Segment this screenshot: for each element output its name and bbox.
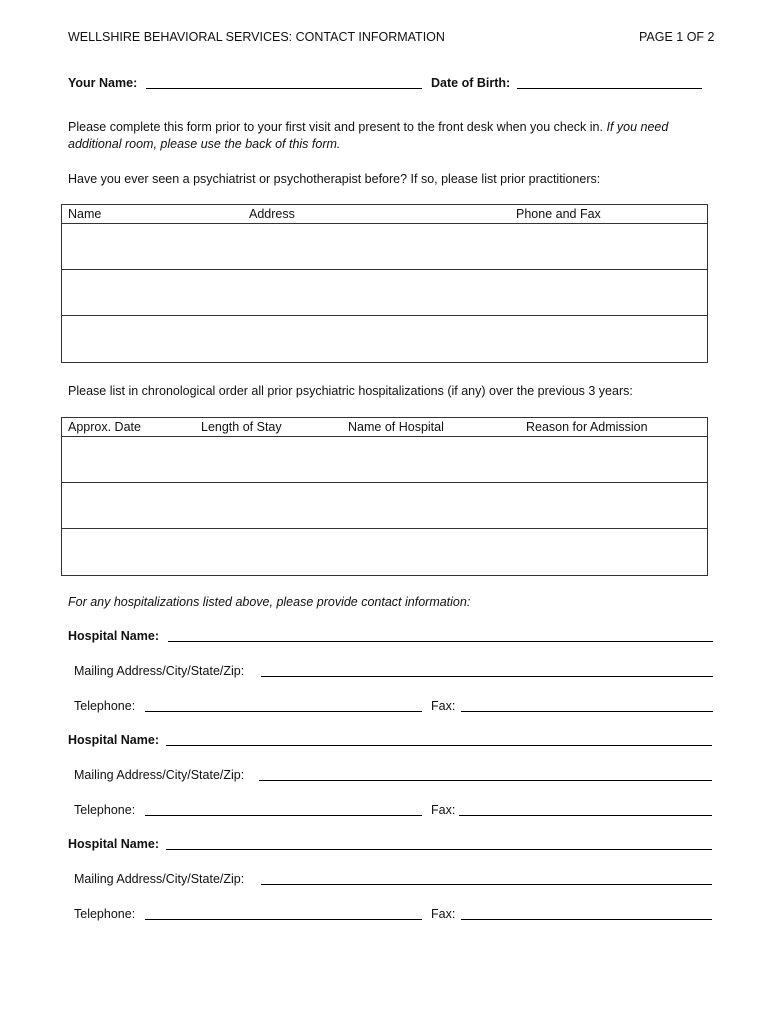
mailing-address-field[interactable] [259,780,712,781]
column-header: Reason for Admission [526,420,648,434]
table-row[interactable] [62,224,707,270]
column-header: Address [249,207,295,221]
hospitalizations-table [61,417,708,576]
column-header: Length of Stay [201,420,282,434]
your-name-field[interactable] [146,88,422,89]
fax-label: Fax: [431,699,456,713]
mailing-address-label: Mailing Address/City/State/Zip: [74,768,245,782]
telephone-field[interactable] [145,919,422,920]
hospital-name-field[interactable] [168,641,713,642]
fax-field[interactable] [459,815,712,816]
instructions-text: Please complete this form prior to your first visit and present to the front desk when you check in. If you need [68,120,669,134]
hospital-name-label: Hospital Name: [68,629,159,643]
hospitalizations-question: Please list in chronological order all prior psychiatric hospitalizations (if any) over the previous 3 years: [68,384,633,398]
hospital-name-field[interactable] [166,745,712,746]
fax-field[interactable] [461,919,712,920]
mailing-address-field[interactable] [261,676,713,677]
mailing-address-field[interactable] [261,884,712,885]
fax-field[interactable] [461,711,713,712]
column-header: Phone and Fax [516,207,601,221]
telephone-field[interactable] [145,815,422,816]
mailing-address-label: Mailing Address/City/State/Zip: [74,872,245,886]
table-row[interactable] [62,270,707,316]
contact-intro: For any hospitalizations listed above, please provide contact information: [68,595,471,609]
table-row[interactable] [62,529,707,575]
hospital-name-label: Hospital Name: [68,733,159,747]
table-row[interactable] [62,437,707,483]
fax-label: Fax: [431,803,456,817]
hospitalizations-table-header [62,418,707,437]
telephone-label: Telephone: [74,803,136,817]
date-of-birth-label: Date of Birth: [431,76,511,90]
hospital-name-field[interactable] [166,849,712,850]
practitioners-question: Have you ever seen a psychiatrist or psychotherapist before? If so, please list prior practitioners: [68,172,601,186]
hospital-name-label: Hospital Name: [68,837,159,851]
practitioners-table [61,204,708,363]
telephone-label: Telephone: [74,699,136,713]
column-header: Name of Hospital [348,420,444,434]
form-title: WELLSHIRE BEHAVIORAL SERVICES: CONTACT INFORMATION [68,30,445,44]
practitioners-table-header [62,205,707,224]
table-row[interactable] [62,316,707,362]
your-name-label: Your Name: [68,76,138,90]
column-header: Name [68,207,102,221]
telephone-field[interactable] [145,711,422,712]
telephone-label: Telephone: [74,907,136,921]
instructions-italic: additional room, please use the back of this form. [68,137,341,151]
fax-label: Fax: [431,907,456,921]
date-of-birth-field[interactable] [517,88,702,89]
table-row[interactable] [62,483,707,529]
page-number: PAGE 1 OF 2 [639,30,715,44]
mailing-address-label: Mailing Address/City/State/Zip: [74,664,245,678]
column-header: Approx. Date [68,420,141,434]
